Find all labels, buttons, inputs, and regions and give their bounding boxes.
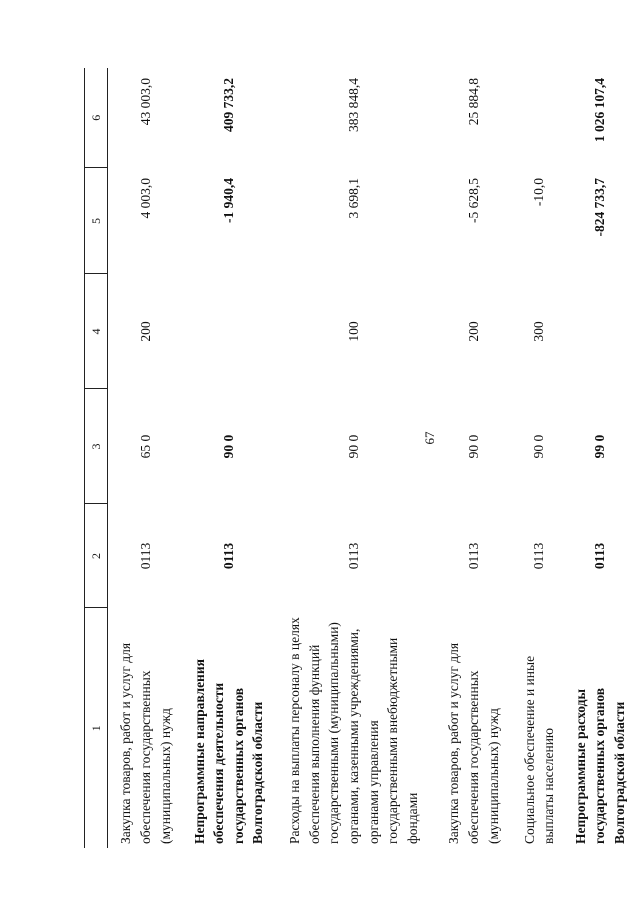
row-expense-type: 100: [345, 321, 361, 342]
row-change: -5 628,5: [465, 178, 481, 223]
row-change: -824 733,7: [592, 178, 608, 237]
table-row: [184, 68, 274, 848]
table-row: [565, 68, 636, 848]
row-total: 43 003,0: [137, 78, 153, 126]
row-target: 90 0: [345, 434, 361, 459]
row-section: 0113: [220, 542, 236, 570]
row-name: Закупка товаров, работ и услуг для обеспечения государственных (муниципальных) нужд: [118, 642, 173, 844]
table-row: [274, 68, 434, 848]
row-change: 4 003,0: [137, 178, 153, 219]
row-target: 90 0: [531, 434, 547, 459]
row-target: 90 0: [465, 434, 481, 459]
row-name: Закупка товаров, работ и услуг для обеспечения государственных (муниципальных) нужд: [446, 642, 501, 844]
row-expense-type: 200: [137, 321, 153, 342]
row-expense-type: [184, 274, 274, 389]
budget-table-rotated: [84, 68, 627, 848]
row-name: Непрограммные расходы государственных органов Волгоградской области: [572, 687, 627, 844]
table-header: [85, 68, 108, 848]
row-name: Расходы на выплаты персоналу в целях обеспечения выполнения функций государственными (муниципальными) органами, казенными учреждениями, органами управления государственными внебюджетными фондами: [287, 617, 420, 844]
row-section: 0113: [465, 542, 481, 570]
row-expense-type: 300: [531, 321, 547, 342]
table-row: [514, 68, 565, 848]
row-change: -1 940,4: [220, 178, 236, 223]
header-col-1: 1: [85, 608, 108, 848]
row-section: 0113: [345, 542, 361, 570]
row-target: 90 0: [220, 434, 236, 459]
row-name: Социальное обеспечение и иные выплаты населению: [521, 655, 557, 844]
row-total: 409 733,2: [220, 78, 236, 132]
row-total: 1 026 107,4: [592, 78, 608, 143]
header-col-4: 4: [85, 274, 108, 389]
row-total: [514, 68, 565, 168]
row-change: -10,0: [531, 178, 547, 207]
row-section: 0113: [592, 542, 608, 570]
row-change: 3 698,1: [345, 178, 361, 219]
page-number: 67: [422, 431, 437, 445]
row-target: 65 0: [137, 434, 153, 459]
budget-table: [84, 68, 636, 848]
row-target: 99 0: [592, 434, 608, 459]
row-section: 0113: [531, 542, 547, 570]
row-total: 25 884,8: [465, 78, 481, 126]
header-col-2: 2: [85, 504, 108, 608]
row-name: Непрограммные направления обеспечения деятельности государственных органов Волгоградской области: [191, 659, 266, 844]
header-col-5: 5: [85, 168, 108, 274]
table-body: [108, 68, 636, 848]
row-expense-type: [565, 274, 636, 389]
table-row: [434, 68, 514, 848]
row-total: 383 848,4: [345, 78, 361, 132]
row-section: 0113: [137, 542, 153, 570]
header-col-6: 6: [85, 68, 108, 168]
table-row: [108, 68, 184, 848]
header-row: [85, 68, 108, 848]
header-col-3: 3: [85, 389, 108, 504]
row-expense-type: 200: [465, 321, 481, 342]
